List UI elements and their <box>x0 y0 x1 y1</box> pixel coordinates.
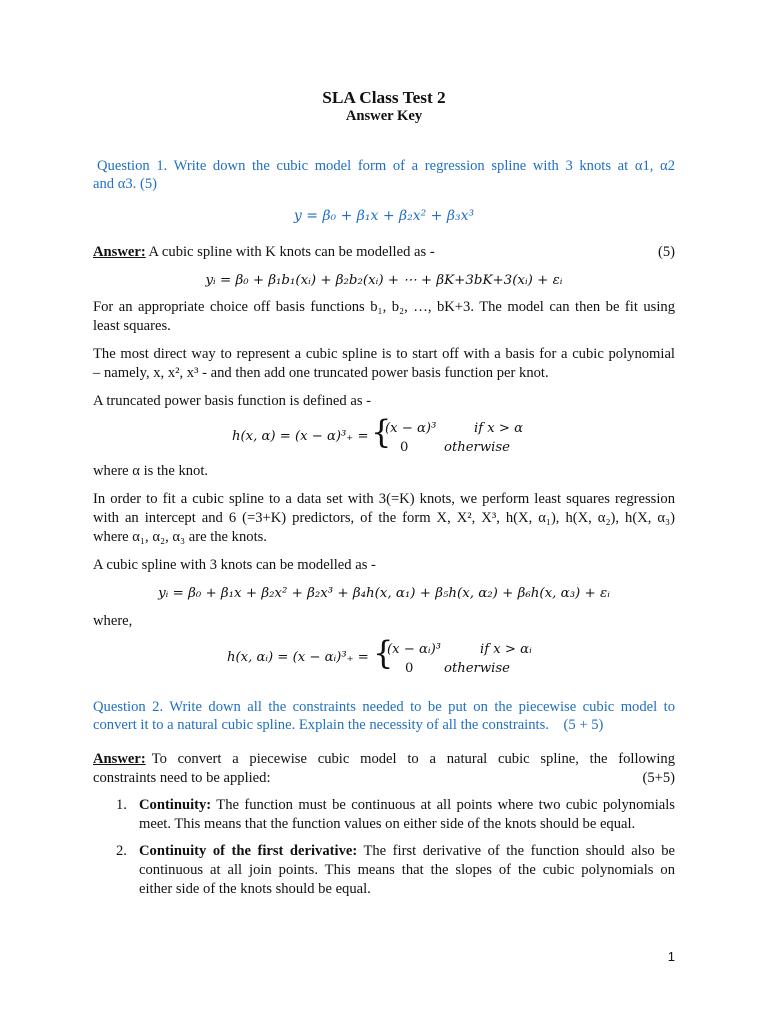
answer-1-para-5-line-3: where α₁, α₂, α₃ are the knots. <box>93 529 267 545</box>
truncated-basis-knot-condition-1: if x > αᵢ <box>480 642 532 657</box>
truncated-basis-condition-1: if x > α <box>474 421 524 436</box>
truncated-basis-case-1: (x − α)³ <box>385 421 437 436</box>
question-2-line-1: Question 2. Write down all the constraints needed to be put on the piecewise cubic model to <box>93 699 675 715</box>
answer-2-label: Answer: <box>93 751 146 767</box>
question-1-line-1: Question 1. Write down the cubic model form of a regression spline with 3 knots at α1, α2 <box>97 158 675 174</box>
left-brace-icon: { <box>373 634 394 672</box>
document-subtitle: Answer Key <box>345 108 423 124</box>
list-item-number: 1. <box>116 797 127 813</box>
question-1-line-2: and α3. (5) <box>93 176 157 192</box>
spline-basis-equation: yᵢ = β₀ + β₁b₁(xᵢ) + β₂b₂(xᵢ) + ⋯ + βK+3bK+3(xᵢ) + εᵢ <box>205 273 563 288</box>
answer-2-marks: (5+5) <box>642 770 675 786</box>
page-number: 1 <box>667 949 675 964</box>
question-1-equation: y = β₀ + β₁x + β₂x² + β₃x³ <box>293 208 475 224</box>
answer-1-para-6: A cubic spline with 3 knots can be modelled as - <box>93 557 376 573</box>
truncated-basis-condition-2: otherwise <box>444 440 510 455</box>
answer-2-line-2: constraints need to be applied: <box>93 770 271 786</box>
list-item-first-derivative-line-2: continuous at all join points. This means that the slopes of the cubic polynomials on <box>139 862 675 878</box>
answer-1-para-7: where, <box>93 613 133 629</box>
answer-1-para-2-line-2: – namely, x, x², x³ - and then add one truncated power basis function per knot. <box>93 365 549 381</box>
left-brace-icon: { <box>371 413 392 451</box>
answer-2-intro-line <box>93 750 675 769</box>
list-item-continuity-line-1 <box>139 796 675 815</box>
list-item-term: Continuity of the first derivative: <box>139 843 358 859</box>
truncated-basis-knot-lhs: h(x, αᵢ) = (x − αᵢ)³₊ = <box>227 650 369 665</box>
cubic-spline-three-knots-equation: yᵢ = β₀ + β₁x + β₂x² + β₂x³ + β₄h(x, α₁) + β₅h(x, α₂) + β₆h(x, α₃) + εᵢ <box>158 586 610 601</box>
answer-1-para-5-line-2: with an intercept and 6 (=3+K) predictors, of the form X, X², X³, h(X, α₁), h(X, α₂), h(X, α₃) <box>93 510 675 526</box>
answer-1-para-5-line-1: In order to fit a cubic spline to a data set with 3(=K) knots, we perform least squares regression <box>93 491 675 507</box>
answer-1-intro-line <box>93 243 675 262</box>
list-item-text: The first derivative of the function should also be <box>363 843 675 859</box>
truncated-basis-lhs: h(x, α) = (x − α)³₊ = <box>232 429 369 444</box>
answer-1-para-4: where α is the knot. <box>93 463 209 479</box>
truncated-basis-knot-case-1: (x − αᵢ)³ <box>387 642 442 657</box>
truncated-basis-knot-case-2: 0 <box>405 661 414 676</box>
list-item-continuity-line-2: meet. This means that the function values on either side of the knots should be equal. <box>139 816 636 832</box>
list-item-first-derivative-line-3: either side of the knots should be equal. <box>139 881 371 897</box>
truncated-basis-knot-condition-2: otherwise <box>444 661 510 676</box>
answer-1-marks: (5) <box>657 244 675 260</box>
answer-2-line-1: To convert a piecewise cubic model to a natural cubic spline, the following <box>151 751 675 767</box>
answer-1-para-3: A truncated power basis function is defined as - <box>93 393 372 409</box>
list-item-text: The function must be continuous at all points where two cubic polynomials <box>216 797 675 813</box>
list-item-number: 2. <box>116 843 127 859</box>
list-item-term: Continuity: <box>139 797 212 813</box>
document-title: SLA Class Test 2 <box>322 88 446 107</box>
answer-1-para-1-line-2: least squares. <box>93 318 171 334</box>
answer-1-label: Answer: <box>93 244 146 260</box>
answer-1-para-2-line-1: The most direct way to represent a cubic spline is to start off with a basis for a cubic polynomial <box>93 346 675 362</box>
answer-1-para-1-line-1: For an appropriate choice off basis functions b₁, b₂, …, bK+3. The model can then be fit using <box>93 299 675 315</box>
truncated-basis-case-2: 0 <box>400 440 409 455</box>
question-2-line-2: convert it to a natural cubic spline. Explain the necessity of all the constraints. (5 + 5) <box>93 717 604 733</box>
answer-1-intro: A cubic spline with K knots can be modelled as - <box>148 244 435 260</box>
list-item-first-derivative-line-1 <box>139 842 675 861</box>
